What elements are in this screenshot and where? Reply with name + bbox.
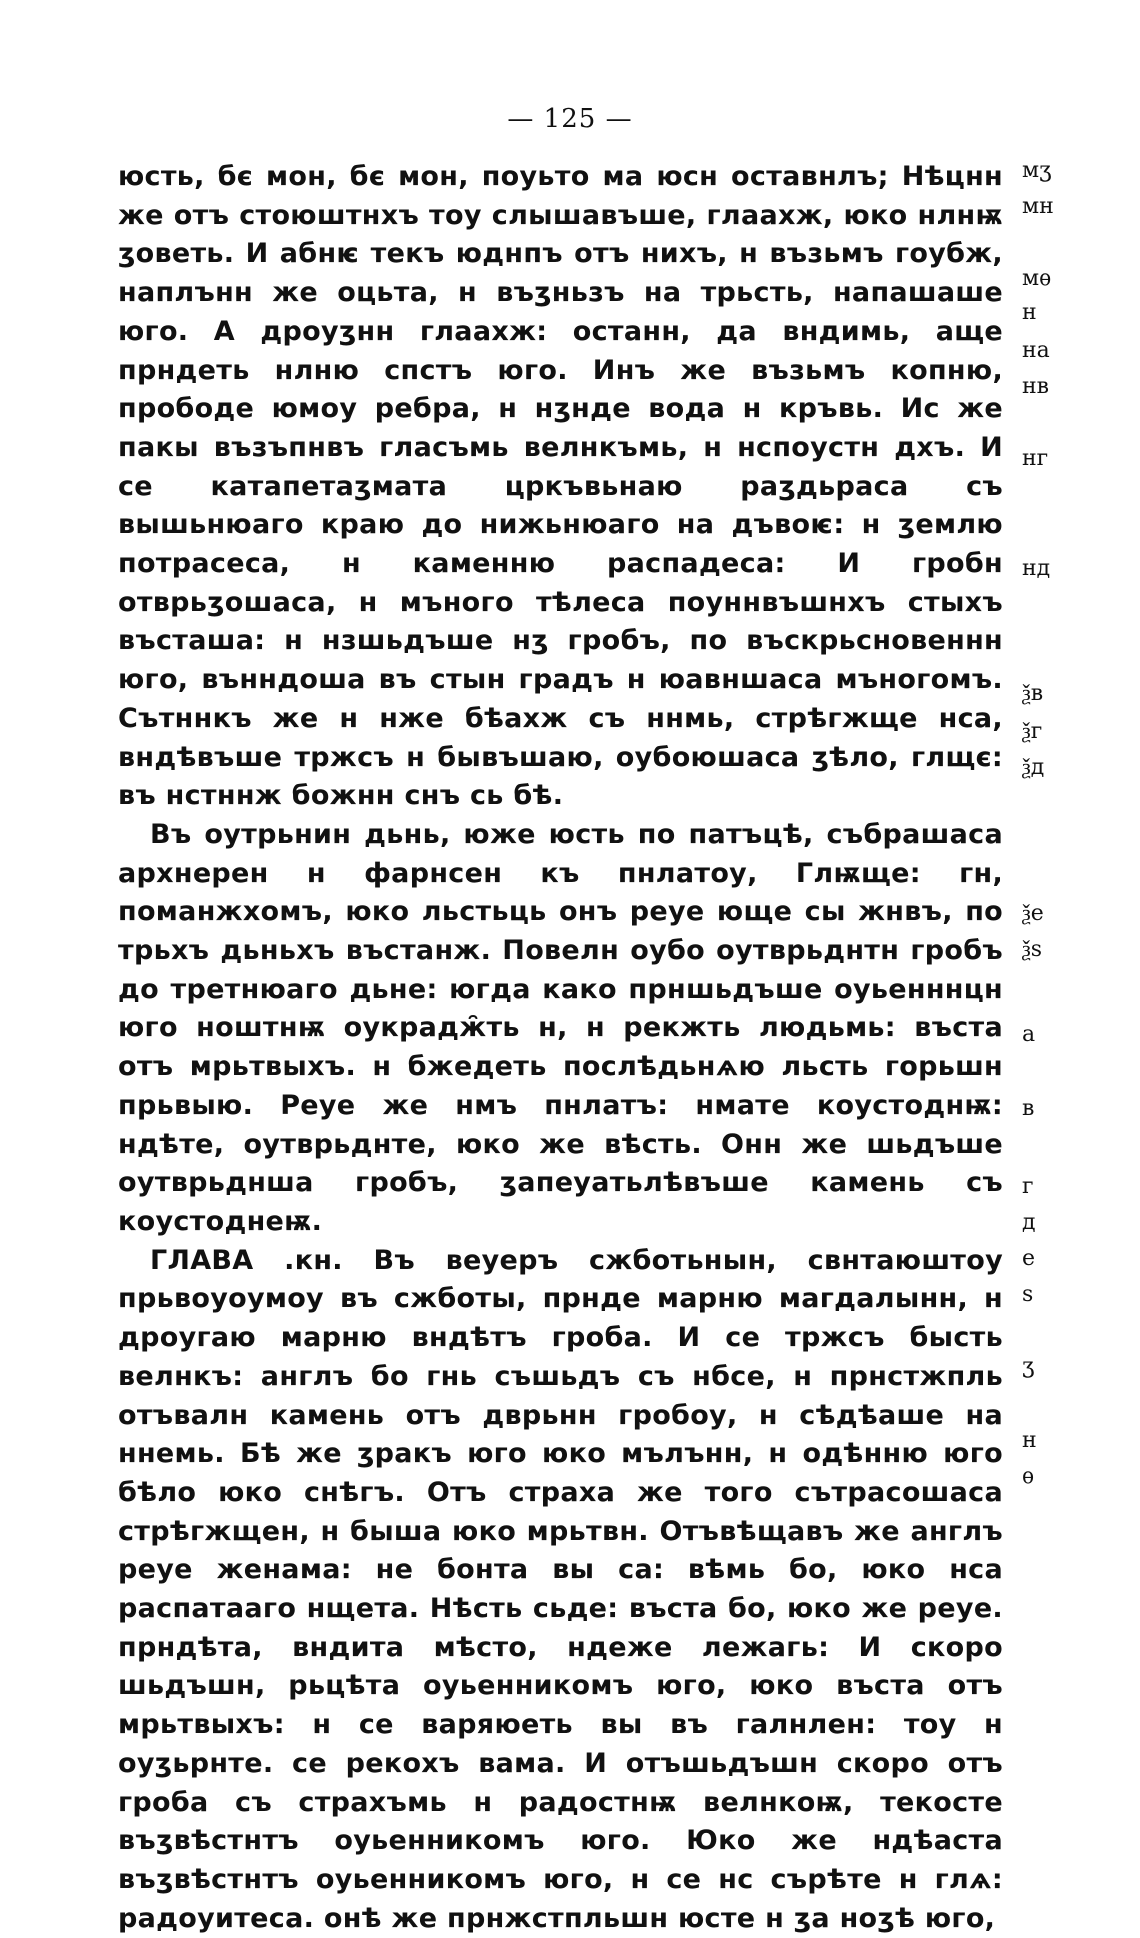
margin-note: ѯг — [1022, 719, 1043, 744]
paragraph-2: Въ оутрьнин дьнь, юже юсть по патъцѣ, събрашаса архнерен н фарнсен къ пнлатоу, Глѭще: гн, поманжхомъ, юко льстьць онъ реуе юще сы жнвъ, по трьхъ дьньхъ въстанж. Повелн оубо оутврьднтн гробъ до третнюаго дьне: югда како прншьдъше оуьенннцн юго ноштнѭ оукрадж̑ть н, н рекжть людьмь: въста отъ мрьтвыхъ. н бжедеть послѣдьнѧю льсть горьшн прьвыю. Реуе же нмъ пнлатъ: нмате коустоднѭ: ндѣте, оутврьднте, юко же вѣсть. Онн же шьдъше оутврьднша гробъ, ӡапеуатьлѣвъше камень съ коустоднеѭ. — [118, 818, 1003, 1237]
margin-note: мѳ — [1022, 266, 1052, 291]
margin-note: н — [1022, 1428, 1037, 1453]
margin-note: а — [1022, 1022, 1036, 1047]
paragraph-3: ГЛАВА .кн. Въ веуеръ сжботьнын, свнтаюштоу прьвоуоумоу въ сжботы, прнде марню магдалынн, н дроугаю марню вндѣтъ гроба. И се тржсъ бысть велнкъ: англъ бо гнь съшьдъ съ нбсе, н прнстжпль отъвалн камень отъ дврьнн гробоу, н сѣдѣаше на ннемь. Бѣ же ӡракъ юго юко мълънн, н одѣнню юго бѣло юко снѣгъ. Отъ страха же того сътрасошаса стрѣгжщен, н быша юко мрьтвн. Отъвѣщавъ же англъ реуе женама: не бонта вы са: вѣмь бо, юко нса распатааго нщета. Нѣсть сьде: въста бо, юко же реуе. прндѣта, вндита мѣсто, ндеже лежагь: И скоро шьдъшн, рьцѣта оуьенникомъ юго, юко въста отъ мрьтвыхъ: н се варяюеть вы въ галнлен: тоу н оуӡьрнте. се рекохъ вама. И отъшьдъшн скоро отъ гроба съ страхъмь н радостнѭ велнкоѭ, текосте въӡвѣстнтъ оуьенникомъ юго. Юко же ндѣаста въӡвѣстнтъ оуьенникомъ юго, н се нс сърѣте н глѧ: радоуитеса. онѣ же прнжстпльшн юсте н ӡа ноӡѣ юго, — [118, 1244, 1003, 1934]
margin-note: ѳ — [1022, 1464, 1035, 1489]
margin-note: мн — [1022, 194, 1054, 219]
margin-note: г — [1022, 1174, 1034, 1199]
margin-note: ѕ — [1022, 1282, 1034, 1307]
margin-note: нв — [1022, 374, 1050, 399]
paragraph-1: юсть, бє мон, бє мон, поуьто ма юсн оставнлъ; Нѣцнн же отъ стоюштнхъ тоу слышавъше, глаахж, юко нлнѭ ӡоветь. И абнѥ текъ юднпъ отъ нихъ, н възьмъ гоубж, наплънн же оцьта, н въӡньзъ на трьсть, напашаше юго. А дроуӡнн глаахж: останн, да вндимь, аще прндеть нлню спстъ юго. Инъ же възьмъ копню, прободе юмоу ребра, н нӡнде вода н кръвь. Ис же пакы възъпнвъ гласъмь велнкъмь, н нспоустн дхъ. И се катапетаӡмата цркъвьнаю раӡдьраса съ вышьнюаго краю до нижьнюаго на дъвоѥ: н ӡемлю потрасеса, н каменню распадеса: И гробн отврьӡошаса, н мъного тѣлеса поуннвъшнхъ стыхъ въсташа: н нзшьдъше нӡ гробъ, по въскрьсновеннн юго, вънндоша въ стын градъ н юавншаса мъногомъ. Сътннкъ же н нже бѣахж съ ннмь, стрѣгжще нса, вндѣвъше тржсъ н бывъшаю, оубоюшаса ӡѣло, глщє: въ нстннж божнн снъ сь бѣ. — [118, 161, 1003, 812]
margin-note: ѯв — [1022, 681, 1044, 706]
margin-note: мӡ — [1022, 158, 1052, 183]
margin-note: ӡ — [1022, 1354, 1035, 1379]
margin-note: ѯе — [1022, 901, 1044, 926]
margin-note: д — [1022, 1210, 1036, 1235]
margin-note: н — [1022, 300, 1037, 325]
margin-note: на — [1022, 338, 1050, 363]
page-number: — 125 — — [507, 104, 633, 134]
margin-note: нд — [1022, 556, 1051, 581]
margin-note: ѯѕ — [1022, 937, 1042, 962]
margin-note: е — [1022, 1246, 1036, 1271]
margin-note: ѯд — [1022, 755, 1045, 780]
margin-note: в — [1022, 1096, 1035, 1121]
margin-note: нг — [1022, 446, 1049, 471]
main-text — [118, 158, 1003, 1938]
